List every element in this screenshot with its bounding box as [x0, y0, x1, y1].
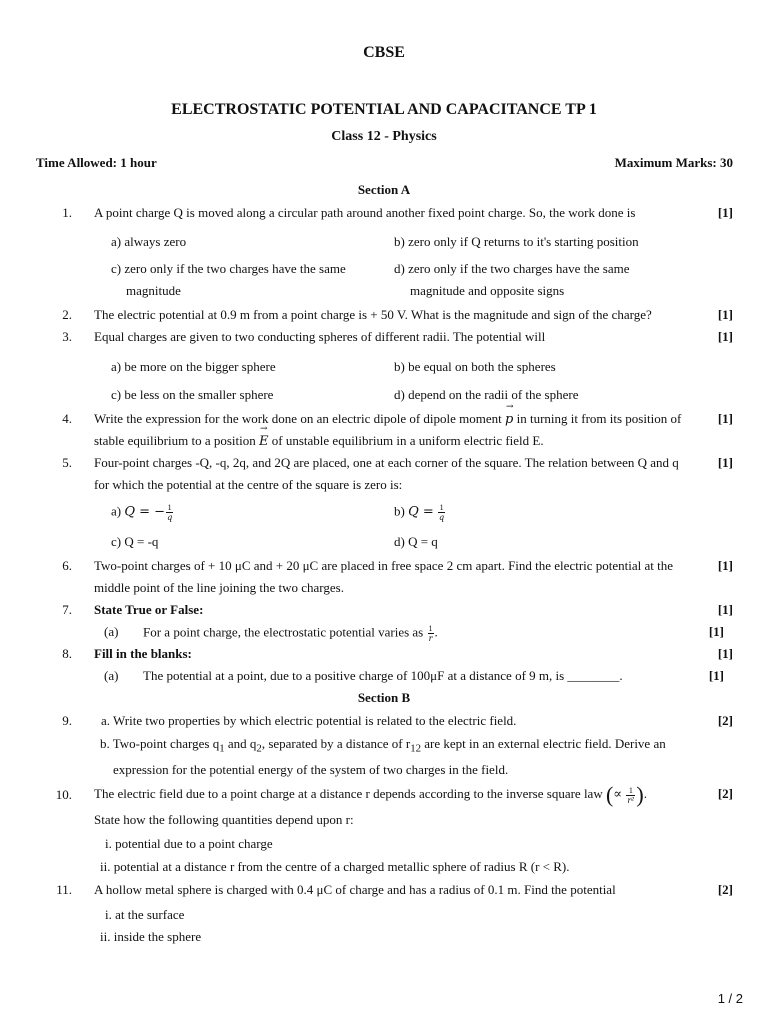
option-d: d) depend on the radii of the sphere — [394, 387, 579, 402]
question-text-line-1 — [94, 411, 681, 427]
time-allowed: Time Allowed: 1 hour — [36, 155, 157, 170]
electric-field-vector: → E — [259, 434, 269, 449]
option-a: a) always zero — [111, 234, 187, 249]
option-a — [111, 503, 174, 522]
subscript: 2 — [256, 742, 262, 755]
text-segment: are kept in an external electric field. Derive an — [421, 736, 666, 751]
question-number: 3. — [62, 329, 72, 344]
question-text-line-2: State how the following quantities depend upon r: — [94, 812, 354, 827]
text-segment: . — [434, 624, 438, 640]
question-text: A point charge Q is moved along a circular path around another fixed point charge. So, the work done is — [94, 205, 636, 220]
marks-badge: [2] — [717, 786, 733, 801]
bracket: ) — [636, 782, 644, 807]
part-b-text — [100, 736, 666, 755]
text-segment: . — [643, 785, 647, 801]
sub-item-ii: ii. potential at a distance r from the centre of a charged metallic sphere of radius R (r < R). — [100, 859, 570, 874]
maximum-marks: Maximum Marks: 30 — [614, 155, 733, 170]
marks-badge: [1] — [717, 455, 733, 470]
option-c: c) zero only if the two charges have the same — [111, 261, 346, 276]
subquestion-marks: [1] — [708, 624, 724, 639]
fraction — [166, 503, 173, 522]
marks-badge: [1] — [717, 329, 733, 344]
fraction — [438, 503, 445, 522]
part-a-text: a. Write two properties by which electric potential is related to the electric field. — [101, 713, 517, 728]
section-a-heading: Section A — [357, 182, 411, 197]
question-number: 5. — [62, 455, 72, 470]
question-number: 10. — [55, 787, 72, 802]
text-segment: stable equilibrium to a position — [94, 433, 256, 448]
sub-item-ii: ii. inside the sphere — [100, 929, 202, 944]
question-text-line-1: Four-point charges -Q, -q, 2q, and 2Q are placed, one at each corner of the square. The relation between Q and q — [94, 455, 679, 470]
sub-item-i: i. at the surface — [105, 907, 185, 922]
question-number: 1. — [62, 205, 72, 220]
numerator: 1 — [626, 786, 635, 796]
subquestion-label: (a) — [104, 624, 119, 639]
fraction — [428, 624, 434, 643]
option-c-continued: magnitude — [126, 283, 181, 298]
question-number: 2. — [62, 307, 72, 322]
option-d-continued: magnitude and opposite signs — [410, 283, 565, 298]
marks-badge: [1] — [717, 602, 733, 617]
text-segment: and q — [224, 736, 257, 751]
subscript: 1 — [219, 742, 225, 755]
page-number: 1 / 2 — [717, 991, 743, 1006]
option-label: a) — [111, 503, 122, 519]
option-b: b) be equal on both the spheres — [394, 359, 556, 374]
question-text-line-1: Two-point charges of + 10 μC and + 20 μC are placed in free space 2 cm apart. Find the electric potential at the — [94, 558, 674, 573]
question-text-line-1 — [94, 782, 647, 808]
subscript: 12 — [410, 742, 422, 755]
text-segment: of unstable equilibrium in a uniform electric field E. — [271, 433, 544, 448]
marks-badge: [1] — [717, 205, 733, 220]
question-text-line-2: for which the potential at the centre of the square is zero is: — [94, 477, 403, 492]
question-number: 9. — [62, 713, 72, 728]
numerator: 1 — [167, 503, 172, 512]
question-number: 11. — [56, 882, 72, 897]
marks-badge: [1] — [717, 558, 733, 573]
numerator: 1 — [428, 624, 433, 633]
subquestion-marks: [1] — [708, 668, 724, 683]
text-segment: Write the expression for the work done on an electric dipole of dipole moment — [94, 411, 502, 426]
math-expression: Q = — [408, 504, 434, 520]
fraction — [626, 786, 635, 805]
option-b: b) zero only if Q returns to it's starting position — [394, 234, 639, 249]
option-b — [394, 503, 446, 522]
subquestion-label: (a) — [104, 668, 119, 683]
class-subject: Class 12 - Physics — [331, 129, 437, 144]
option-d: d) zero only if the two charges have the same — [394, 261, 630, 276]
option-c: c) be less on the smaller sphere — [111, 387, 274, 402]
subquestion-text: The potential at a point, due to a positive charge of 100μF at a distance of 9 m, is ________. — [143, 668, 623, 683]
dipole-moment-vector: → p — [505, 412, 513, 427]
bracket: ( — [605, 782, 614, 807]
marks-badge: [2] — [717, 882, 733, 897]
text-segment: in turning it from its position of — [516, 411, 682, 426]
option-label: b) — [394, 503, 405, 519]
text-segment: b. Two-point charges q — [100, 736, 220, 751]
question-heading: Fill in the blanks: — [94, 646, 192, 661]
text-segment: The electric field due to a point charge at a distance r depends according to the inverse square law — [94, 785, 603, 801]
proportional-symbol: ∝ — [613, 785, 623, 801]
marks-badge: [2] — [717, 713, 733, 728]
question-number: 4. — [62, 411, 72, 426]
option-c: c) Q = -q — [111, 534, 159, 549]
text-segment: For a point charge, the electrostatic potential varies as — [143, 624, 424, 640]
marks-badge: [1] — [717, 646, 733, 661]
question-heading: State True or False: — [94, 602, 204, 617]
part-b-continued: expression for the potential energy of the system of two charges in the field. — [113, 762, 509, 777]
question-text: A hollow metal sphere is charged with 0.4 μC of charge and has a radius of 0.1 m. Find the potential — [94, 882, 616, 897]
subquestion-text — [143, 624, 438, 643]
option-a: a) be more on the bigger sphere — [111, 359, 276, 374]
text-segment: , separated by a distance of r — [261, 736, 411, 751]
denominator: q — [439, 513, 445, 522]
denominator: r² — [627, 795, 635, 805]
numerator: 1 — [439, 503, 444, 512]
sub-item-i: i. potential due to a point charge — [105, 836, 273, 851]
paper-title: ELECTROSTATIC POTENTIAL AND CAPACITANCE TP 1 — [171, 101, 597, 118]
denominator: q — [167, 513, 173, 522]
board-heading: CBSE — [363, 44, 405, 61]
section-b-heading: Section B — [357, 690, 411, 705]
question-text: Equal charges are given to two conducting spheres of different radii. The potential will — [94, 329, 546, 344]
question-text-line-2 — [94, 433, 544, 449]
marks-badge: [1] — [717, 411, 733, 426]
question-number: 6. — [62, 558, 72, 573]
question-text: The electric potential at 0.9 m from a point charge is + 50 V. What is the magnitude and sign of the charge? — [94, 307, 652, 322]
math-expression: Q = − — [124, 504, 166, 520]
marks-badge: [1] — [717, 307, 733, 322]
question-text-line-2: middle point of the line joining the two charges. — [94, 580, 344, 595]
question-number: 8. — [62, 646, 72, 661]
denominator: r — [428, 634, 433, 643]
question-number: 7. — [62, 602, 72, 617]
option-d: d) Q = q — [394, 534, 438, 549]
